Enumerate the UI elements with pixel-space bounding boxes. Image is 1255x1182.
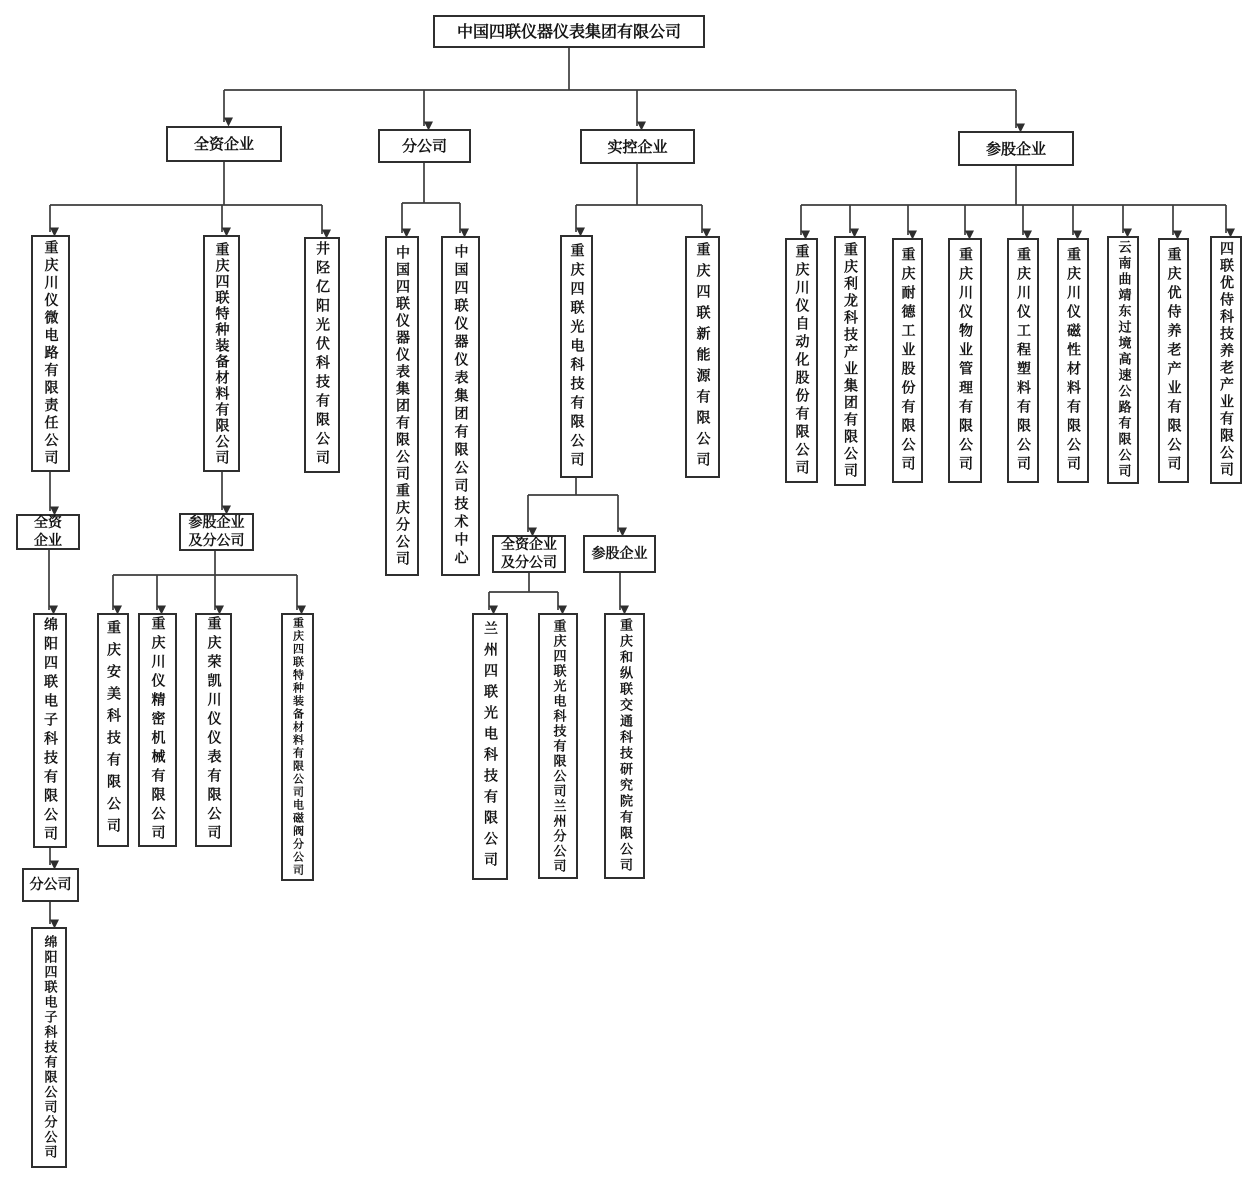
branch-branch-companies: 分公司 <box>378 129 471 163</box>
branch-equity-participation: 参股企业 <box>958 131 1074 166</box>
node-mianyang-silian-electronics: 绵阳四联电子科技有限公司 <box>33 613 67 848</box>
node-chuanyi-property-management: 重庆川仪物业管理有限公司 <box>948 238 982 483</box>
node-optoelectronics-lanzhou-branch: 重庆四联光电科技有限公司兰州分公司 <box>538 613 578 879</box>
node-chuanyi-microcircuit: 重庆川仪微电路有限责任公司 <box>31 235 70 472</box>
group-wholly-owned-and-branch-label: 全资企业及分公司 <box>501 537 557 571</box>
node-group-chongqing-branch: 中国四联仪器仪表集团有限公司重庆分公司 <box>385 236 419 576</box>
group-wholly-owned-sub <box>16 514 80 550</box>
node-chuanyi-precision-machinery: 重庆川仪精密机械有限公司 <box>138 613 177 847</box>
node-silian-youshi-eldercare: 四联优侍科技养老产业有限公司 <box>1210 236 1242 484</box>
node-jingxing-yiyang-pv: 井陉亿阳光伏科技有限公司 <box>304 237 340 473</box>
group-equity-and-branch-label: 参股企业及分公司 <box>188 515 245 549</box>
node-lanzhou-silian-optoelectronics: 兰州四联光电科技有限公司 <box>472 613 508 880</box>
branch-wholly-owned: 全资企业 <box>166 126 282 162</box>
node-mianyang-silian-branch: 绵阳四联电子科技有限公司分公司 <box>31 927 67 1168</box>
group-equity-and-branch <box>179 513 254 551</box>
node-silian-new-energy: 重庆四联新能源有限公司 <box>685 236 720 478</box>
node-chuanyi-engineering-plastics: 重庆川仪工程塑料有限公司 <box>1007 238 1039 483</box>
group-wholly-owned-sub-label: 全资企业 <box>34 515 62 549</box>
node-naide-industry: 重庆耐德工业股份有限公司 <box>892 238 923 483</box>
node-hezonglian-transport-research: 重庆和纵联交通科技研究院有限公司 <box>604 613 645 879</box>
group-branch-company-sub: 分公司 <box>22 868 79 902</box>
node-chuanyi-automation: 重庆川仪自动化股份有限公司 <box>785 238 818 483</box>
node-group-tech-center: 中国四联仪器仪表集团有限公司技术中心 <box>441 236 480 576</box>
node-silian-special-equipment: 重庆四联特种装备材料有限公司 <box>203 235 240 472</box>
node-cq-youshi-eldercare: 重庆优侍养老产业有限公司 <box>1158 238 1189 483</box>
node-lilong-tech-industry: 重庆利龙科技产业集团有限公司 <box>834 236 866 486</box>
node-cq-anmei-tech: 重庆安美科技有限公司 <box>97 613 129 847</box>
node-silian-group-root: 中国四联仪器仪表集团有限公司 <box>433 15 705 48</box>
node-silian-optoelectronics: 重庆四联光电科技有限公司 <box>560 235 593 478</box>
node-yunnan-qujing-expressway: 云南曲靖东过境高速公路有限公司 <box>1107 236 1139 484</box>
node-rongkai-chuanyi-instruments: 重庆荣凯川仪仪表有限公司 <box>195 613 232 847</box>
branch-controlled-enterprises: 实控企业 <box>580 129 695 164</box>
group-equity-participation-sub: 参股企业 <box>583 535 656 573</box>
node-chuanyi-magnetic-materials: 重庆川仪磁性材料有限公司 <box>1057 238 1089 483</box>
node-special-equipment-solenoid-branch: 重庆四联特种装备材料有限公司电磁阀分公司 <box>281 613 314 881</box>
group-wholly-owned-and-branch <box>492 535 566 573</box>
